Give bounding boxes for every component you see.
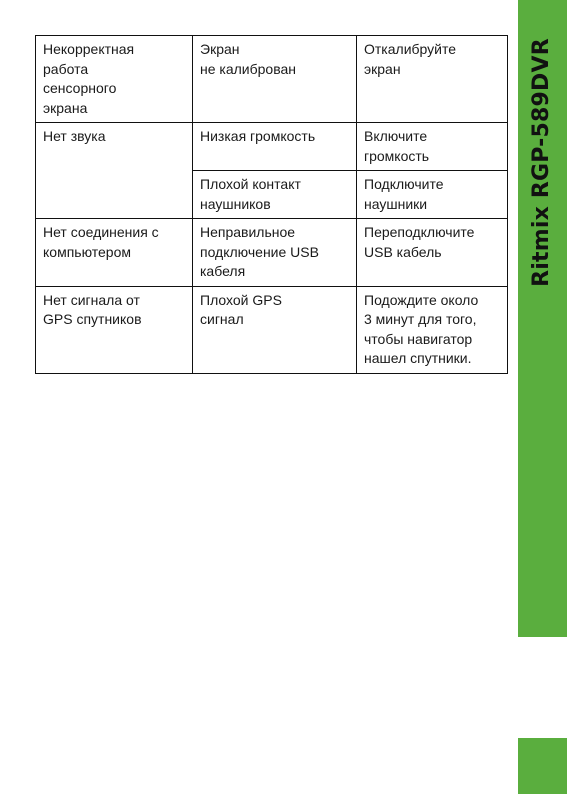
product-title: Ritmix RGP-589DVR [528, 38, 554, 287]
cause-cell: Экран не калиброван [193, 36, 357, 123]
solution-cell: Подождите около 3 минут для того, чтобы навигатор нашел спутники. [357, 286, 508, 373]
problem-cell: Нет соединения с компьютером [36, 219, 193, 287]
troubleshooting-table [35, 35, 508, 374]
problem-cell: Нет звука [36, 123, 193, 219]
cause-cell: Плохой контакт наушников [193, 171, 357, 219]
solution-cell: Подключите наушники [357, 171, 508, 219]
table-row [36, 286, 508, 373]
solution-cell: Включите громкость [357, 123, 508, 171]
problem-cell: Некорректная работа сенсорного экрана [36, 36, 193, 123]
page-corner-block [518, 738, 567, 794]
side-title [519, 20, 563, 305]
table-row [36, 36, 508, 123]
table-row [36, 123, 508, 171]
solution-cell: Переподключите USB кабель [357, 219, 508, 287]
table-row [36, 219, 508, 287]
solution-cell: Откалибруйте экран [357, 36, 508, 123]
cause-cell: Низкая громкость [193, 123, 357, 171]
cause-cell: Неправильное подключение USB кабеля [193, 219, 357, 287]
problem-cell: Нет сигнала от GPS спутников [36, 286, 193, 373]
cause-cell: Плохой GPS сигнал [193, 286, 357, 373]
